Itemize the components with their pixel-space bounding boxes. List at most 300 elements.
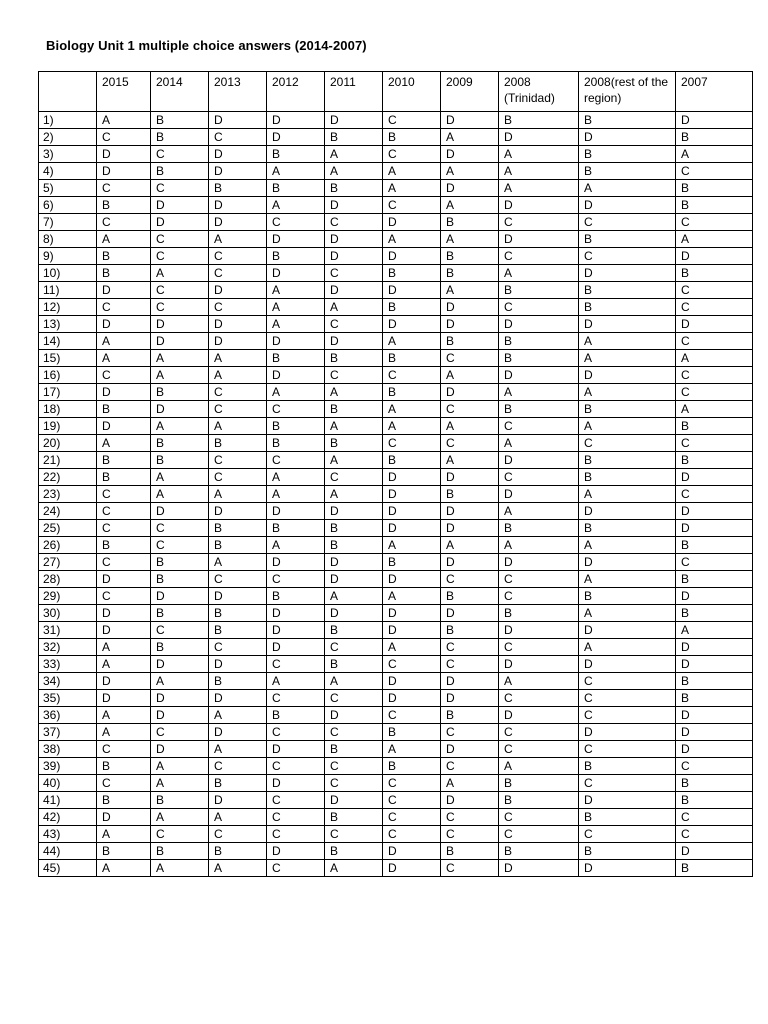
- answer-cell: D: [499, 554, 579, 571]
- answer-cell: C: [267, 724, 325, 741]
- answer-cell: C: [676, 333, 753, 350]
- answer-cell: C: [151, 724, 209, 741]
- answer-cell: D: [499, 486, 579, 503]
- answer-cell: D: [383, 214, 441, 231]
- table-row: [39, 367, 753, 384]
- answer-cell: A: [383, 741, 441, 758]
- answer-cell: D: [325, 605, 383, 622]
- answer-cell: C: [209, 469, 267, 486]
- answer-cell: C: [579, 435, 676, 452]
- answer-cell: C: [97, 741, 151, 758]
- answer-cell: A: [151, 673, 209, 690]
- answer-cell: C: [441, 724, 499, 741]
- answer-cell: A: [441, 367, 499, 384]
- answer-cell: B: [676, 129, 753, 146]
- answer-cell: D: [209, 588, 267, 605]
- answer-cell: A: [383, 163, 441, 180]
- answer-cell: D: [267, 503, 325, 520]
- answer-cell: D: [676, 588, 753, 605]
- answer-cell: A: [499, 146, 579, 163]
- answer-cell: C: [151, 520, 209, 537]
- answer-cell: A: [383, 418, 441, 435]
- table-row: [39, 129, 753, 146]
- answer-cell: A: [267, 469, 325, 486]
- answer-cell: C: [151, 622, 209, 639]
- answer-cell: B: [209, 435, 267, 452]
- answer-cell: B: [97, 469, 151, 486]
- answer-cell: D: [383, 843, 441, 860]
- answer-cell: D: [579, 367, 676, 384]
- answer-cell: C: [97, 129, 151, 146]
- answer-cell: D: [676, 741, 753, 758]
- answer-cell: B: [209, 520, 267, 537]
- answer-cell: D: [97, 163, 151, 180]
- answer-cell: D: [209, 163, 267, 180]
- answer-cell: B: [441, 843, 499, 860]
- answer-cell: A: [325, 299, 383, 316]
- answer-cell: B: [676, 571, 753, 588]
- answer-cell: B: [676, 792, 753, 809]
- answer-cell: B: [579, 758, 676, 775]
- answer-cell: D: [97, 809, 151, 826]
- answer-cell: C: [499, 588, 579, 605]
- table-row: [39, 843, 753, 860]
- answer-cell: B: [97, 792, 151, 809]
- answer-cell: D: [383, 520, 441, 537]
- answer-cell: B: [383, 452, 441, 469]
- answer-cell: B: [579, 299, 676, 316]
- answer-cell: A: [97, 860, 151, 877]
- answer-cell: D: [325, 503, 383, 520]
- answer-cell: C: [209, 758, 267, 775]
- answer-cell: B: [579, 401, 676, 418]
- answer-cell: B: [325, 180, 383, 197]
- answer-cell: D: [383, 503, 441, 520]
- answer-cell: D: [579, 724, 676, 741]
- answer-cell: A: [325, 418, 383, 435]
- answer-cell: D: [383, 673, 441, 690]
- answer-key-table: [38, 71, 753, 877]
- answer-cell: B: [209, 622, 267, 639]
- answer-cell: C: [383, 809, 441, 826]
- answer-cell: A: [499, 673, 579, 690]
- table-row: [39, 792, 753, 809]
- answer-cell: D: [325, 282, 383, 299]
- answer-cell: C: [579, 775, 676, 792]
- answer-cell: C: [676, 758, 753, 775]
- answer-cell: A: [383, 231, 441, 248]
- table-row: [39, 724, 753, 741]
- answer-cell: C: [97, 588, 151, 605]
- answer-cell: D: [383, 690, 441, 707]
- answer-cell: C: [676, 282, 753, 299]
- answer-cell: D: [209, 146, 267, 163]
- answer-cell: C: [383, 435, 441, 452]
- answer-cell: C: [209, 248, 267, 265]
- answer-cell: B: [676, 537, 753, 554]
- answer-cell: D: [151, 316, 209, 333]
- year-column-header: 2015: [97, 72, 151, 112]
- table-row: [39, 690, 753, 707]
- answer-cell: D: [579, 860, 676, 877]
- answer-cell: C: [209, 129, 267, 146]
- answer-cell: A: [97, 656, 151, 673]
- answer-cell: B: [579, 163, 676, 180]
- question-number: 33): [39, 656, 97, 673]
- answer-cell: A: [383, 588, 441, 605]
- table-row: [39, 707, 753, 724]
- answer-cell: A: [325, 452, 383, 469]
- answer-cell: A: [499, 180, 579, 197]
- answer-cell: D: [579, 316, 676, 333]
- answer-cell: C: [441, 571, 499, 588]
- answer-cell: A: [441, 231, 499, 248]
- question-number: 28): [39, 571, 97, 588]
- answer-cell: A: [209, 418, 267, 435]
- answer-cell: D: [151, 401, 209, 418]
- year-column-header: 2007: [676, 72, 753, 112]
- answer-cell: C: [97, 299, 151, 316]
- answer-cell: C: [579, 248, 676, 265]
- answer-cell: B: [325, 537, 383, 554]
- question-number: 41): [39, 792, 97, 809]
- answer-cell: B: [383, 350, 441, 367]
- answer-cell: B: [151, 792, 209, 809]
- answer-cell: B: [579, 231, 676, 248]
- answer-cell: D: [209, 282, 267, 299]
- answer-cell: B: [676, 690, 753, 707]
- answer-cell: A: [579, 605, 676, 622]
- answer-cell: C: [97, 486, 151, 503]
- answer-cell: B: [267, 146, 325, 163]
- question-number: 19): [39, 418, 97, 435]
- answer-cell: C: [267, 758, 325, 775]
- answer-cell: D: [579, 792, 676, 809]
- answer-cell: B: [325, 809, 383, 826]
- answer-cell: C: [97, 214, 151, 231]
- answer-cell: D: [209, 112, 267, 129]
- answer-cell: B: [151, 129, 209, 146]
- answer-cell: C: [499, 418, 579, 435]
- answer-cell: A: [579, 486, 676, 503]
- answer-cell: B: [151, 605, 209, 622]
- answer-cell: C: [267, 860, 325, 877]
- answer-cell: B: [325, 520, 383, 537]
- answer-cell: B: [499, 792, 579, 809]
- answer-cell: D: [579, 503, 676, 520]
- answer-cell: C: [499, 571, 579, 588]
- table-row: [39, 809, 753, 826]
- answer-cell: D: [151, 707, 209, 724]
- table-row: [39, 299, 753, 316]
- answer-cell: D: [441, 316, 499, 333]
- answer-cell: A: [267, 384, 325, 401]
- table-row: [39, 588, 753, 605]
- answer-cell: A: [499, 435, 579, 452]
- answer-cell: A: [579, 384, 676, 401]
- answer-cell: B: [441, 707, 499, 724]
- answer-cell: A: [97, 333, 151, 350]
- answer-cell: B: [325, 622, 383, 639]
- question-number: 13): [39, 316, 97, 333]
- answer-cell: C: [267, 809, 325, 826]
- answer-cell: C: [267, 656, 325, 673]
- answer-cell: C: [383, 367, 441, 384]
- answer-cell: D: [579, 622, 676, 639]
- year-column-header: 2008(rest of the region): [579, 72, 676, 112]
- answer-cell: D: [325, 112, 383, 129]
- answer-cell: C: [151, 826, 209, 843]
- answer-cell: D: [209, 656, 267, 673]
- answer-cell: C: [151, 146, 209, 163]
- answer-cell: C: [676, 163, 753, 180]
- answer-cell: D: [441, 112, 499, 129]
- answer-cell: D: [383, 486, 441, 503]
- answer-cell: B: [579, 520, 676, 537]
- answer-cell: C: [267, 452, 325, 469]
- table-row: [39, 214, 753, 231]
- answer-cell: C: [325, 367, 383, 384]
- answer-cell: B: [499, 282, 579, 299]
- table-row: [39, 571, 753, 588]
- answer-cell: C: [209, 265, 267, 282]
- answer-cell: B: [209, 673, 267, 690]
- answer-cell: C: [151, 299, 209, 316]
- answer-cell: B: [676, 197, 753, 214]
- answer-cell: A: [209, 367, 267, 384]
- answer-cell: B: [151, 639, 209, 656]
- answer-cell: A: [209, 860, 267, 877]
- answer-cell: D: [267, 622, 325, 639]
- answer-cell: B: [676, 860, 753, 877]
- answer-cell: A: [267, 197, 325, 214]
- answer-cell: A: [441, 129, 499, 146]
- table-row: [39, 622, 753, 639]
- answer-cell: B: [383, 384, 441, 401]
- answer-cell: B: [441, 486, 499, 503]
- answer-cell: D: [383, 860, 441, 877]
- table-row: [39, 656, 753, 673]
- answer-cell: B: [441, 622, 499, 639]
- answer-cell: A: [579, 537, 676, 554]
- question-number: 42): [39, 809, 97, 826]
- answer-cell: D: [325, 554, 383, 571]
- answer-cell: D: [97, 282, 151, 299]
- answer-cell: C: [676, 435, 753, 452]
- answer-cell: B: [151, 452, 209, 469]
- answer-cell: D: [209, 503, 267, 520]
- table-row: [39, 520, 753, 537]
- answer-cell: C: [97, 367, 151, 384]
- answer-cell: A: [383, 333, 441, 350]
- answer-cell: D: [676, 520, 753, 537]
- table-row: [39, 758, 753, 775]
- answer-cell: A: [441, 197, 499, 214]
- question-number: 25): [39, 520, 97, 537]
- answer-cell: A: [97, 639, 151, 656]
- answer-cell: B: [441, 265, 499, 282]
- answer-cell: D: [97, 605, 151, 622]
- table-row: [39, 333, 753, 350]
- answer-cell: A: [499, 537, 579, 554]
- answer-cell: C: [267, 401, 325, 418]
- question-number: 23): [39, 486, 97, 503]
- answer-cell: A: [97, 350, 151, 367]
- answer-cell: B: [267, 707, 325, 724]
- answer-cell: C: [676, 809, 753, 826]
- answer-cell: D: [209, 316, 267, 333]
- year-column-header: 2010: [383, 72, 441, 112]
- answer-cell: B: [579, 809, 676, 826]
- answer-cell: A: [151, 758, 209, 775]
- answer-cell: D: [441, 673, 499, 690]
- table-row: [39, 503, 753, 520]
- answer-cell: A: [97, 112, 151, 129]
- answer-cell: C: [499, 299, 579, 316]
- answer-cell: B: [267, 180, 325, 197]
- answer-cell: A: [499, 265, 579, 282]
- answer-cell: B: [97, 248, 151, 265]
- answer-cell: B: [325, 656, 383, 673]
- answer-cell: B: [676, 180, 753, 197]
- answer-cell: D: [441, 605, 499, 622]
- answer-cell: C: [267, 571, 325, 588]
- answer-cell: D: [209, 724, 267, 741]
- answer-cell: C: [499, 248, 579, 265]
- answer-cell: D: [441, 792, 499, 809]
- answer-cell: B: [499, 401, 579, 418]
- question-number: 1): [39, 112, 97, 129]
- answer-cell: A: [579, 180, 676, 197]
- answer-cell: C: [209, 401, 267, 418]
- answer-cell: A: [151, 775, 209, 792]
- answer-cell: B: [209, 775, 267, 792]
- question-number: 18): [39, 401, 97, 418]
- table-row: [39, 418, 753, 435]
- answer-cell: B: [97, 197, 151, 214]
- answer-cell: D: [267, 605, 325, 622]
- answer-cell: C: [676, 486, 753, 503]
- answer-cell: D: [441, 690, 499, 707]
- answer-cell: B: [267, 418, 325, 435]
- answer-cell: D: [97, 571, 151, 588]
- answer-cell: B: [151, 112, 209, 129]
- answer-cell: B: [676, 418, 753, 435]
- answer-cell: C: [383, 656, 441, 673]
- answer-cell: A: [325, 588, 383, 605]
- answer-cell: D: [499, 622, 579, 639]
- answer-cell: A: [267, 673, 325, 690]
- answer-cell: B: [676, 775, 753, 792]
- answer-cell: D: [579, 197, 676, 214]
- answer-cell: C: [325, 758, 383, 775]
- answer-cell: A: [676, 622, 753, 639]
- answer-cell: B: [383, 299, 441, 316]
- answer-cell: C: [676, 214, 753, 231]
- answer-cell: C: [209, 639, 267, 656]
- answer-cell: D: [499, 452, 579, 469]
- answer-cell: C: [383, 197, 441, 214]
- answer-cell: B: [97, 401, 151, 418]
- answer-cell: A: [209, 554, 267, 571]
- question-number: 8): [39, 231, 97, 248]
- answer-cell: B: [209, 843, 267, 860]
- answer-cell: D: [209, 197, 267, 214]
- answer-cell: B: [579, 588, 676, 605]
- answer-cell: A: [325, 673, 383, 690]
- answer-cell: D: [499, 367, 579, 384]
- answer-cell: B: [151, 163, 209, 180]
- question-number: 29): [39, 588, 97, 605]
- question-number: 22): [39, 469, 97, 486]
- answer-cell: A: [499, 758, 579, 775]
- question-number: 32): [39, 639, 97, 656]
- question-number: 35): [39, 690, 97, 707]
- table-row: [39, 741, 753, 758]
- answer-cell: D: [441, 741, 499, 758]
- question-number: 21): [39, 452, 97, 469]
- answer-cell: D: [151, 588, 209, 605]
- answer-cell: B: [209, 605, 267, 622]
- answer-cell: D: [676, 724, 753, 741]
- question-number: 31): [39, 622, 97, 639]
- answer-cell: A: [151, 367, 209, 384]
- answer-cell: B: [267, 350, 325, 367]
- answer-cell: D: [383, 622, 441, 639]
- answer-cell: D: [325, 248, 383, 265]
- answer-cell: C: [499, 809, 579, 826]
- answer-cell: D: [151, 656, 209, 673]
- answer-cell: A: [209, 350, 267, 367]
- answer-cell: A: [441, 282, 499, 299]
- answer-cell: A: [325, 384, 383, 401]
- answer-cell: D: [209, 792, 267, 809]
- answer-cell: D: [676, 707, 753, 724]
- answer-cell: C: [383, 707, 441, 724]
- answer-cell: C: [209, 299, 267, 316]
- answer-cell: D: [325, 197, 383, 214]
- answer-cell: D: [441, 520, 499, 537]
- answer-cell: B: [267, 588, 325, 605]
- answer-cell: A: [325, 163, 383, 180]
- answer-cell: C: [267, 214, 325, 231]
- answer-cell: A: [267, 316, 325, 333]
- answer-cell: B: [499, 520, 579, 537]
- question-number: 39): [39, 758, 97, 775]
- answer-cell: C: [441, 401, 499, 418]
- answer-cell: D: [267, 741, 325, 758]
- table-row: [39, 231, 753, 248]
- answer-cell: C: [676, 384, 753, 401]
- question-number: 20): [39, 435, 97, 452]
- answer-cell: D: [151, 333, 209, 350]
- table-body: [39, 112, 753, 877]
- answer-cell: C: [383, 112, 441, 129]
- answer-cell: C: [676, 367, 753, 384]
- answer-cell: C: [383, 775, 441, 792]
- answer-cell: B: [499, 605, 579, 622]
- year-column-header: 2011: [325, 72, 383, 112]
- answer-cell: A: [151, 265, 209, 282]
- question-number: 10): [39, 265, 97, 282]
- answer-cell: A: [97, 826, 151, 843]
- table-row: [39, 537, 753, 554]
- answer-cell: B: [97, 537, 151, 554]
- answer-cell: C: [441, 809, 499, 826]
- answer-cell: B: [441, 214, 499, 231]
- table-row: [39, 554, 753, 571]
- answer-cell: D: [676, 639, 753, 656]
